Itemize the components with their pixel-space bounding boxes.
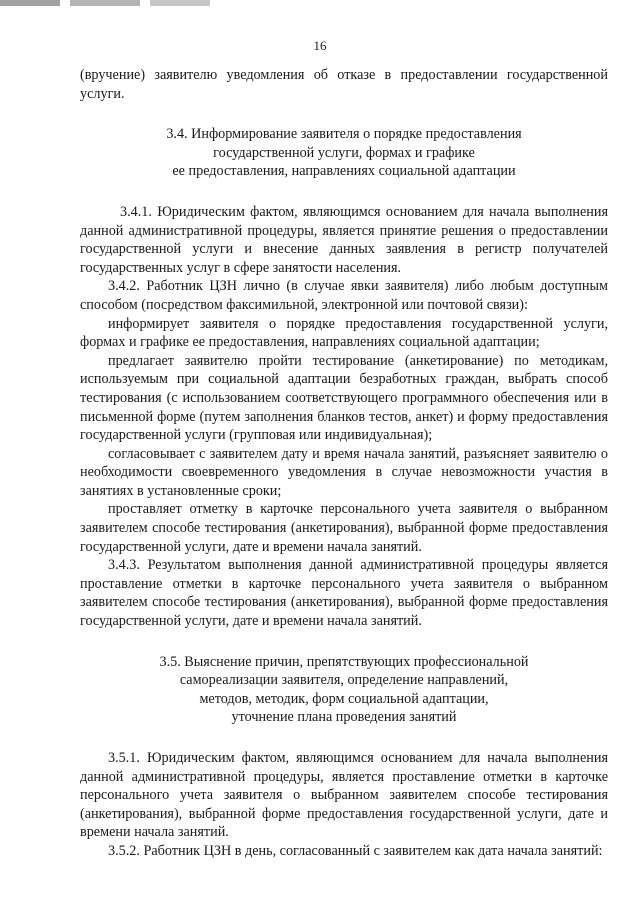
list-item: предлагает заявителю пройти тестирование (анкетирование) по методикам, используемым при социальной адаптации безработных граждан, выбрать способ тестирования (с использованием соответствующего программного обеспечения или в письменной форме (путем заполнения бланков тестов, анкет) и форму предоставления государственной услуги (групповая или индивидуальная); <box>80 352 608 444</box>
scan-edge-artifact <box>0 0 640 6</box>
paragraph-3-4-2: 3.4.2. Работник ЦЗН лично (в случае явки заявителя) либо любым доступным способом (посредством факсимильной, электронной или почтовой связи): <box>80 278 608 313</box>
list-item: информирует заявителя о порядке предоставления государственной услуги, формах и графике ее предоставления, направлениях социальной адаптации; <box>80 315 608 351</box>
heading-line: государственной услуги, формах и графике <box>213 144 475 161</box>
paragraph-3-4-1: 3.4.1. Юридическим фактом, являющимся основанием для начала выполнения данной административной процедуры, является принятие решения о предоставлении государственной услуги и внесение данных заявления в регистр получателей государственных услуг в сфере занятости населения. <box>80 203 608 276</box>
heading-line: 3.4. Информирование заявителя о порядке предоставления <box>166 126 522 143</box>
page-number: 16 <box>313 38 327 53</box>
heading-line: уточнение плана проведения занятий <box>231 709 457 726</box>
heading-line: самореализации заявителя, определение направлений, <box>179 672 509 689</box>
paragraph-3-5-2: 3.5.2. Работник ЦЗН в день, согласованный с заявителем как дата начала занятий: <box>108 842 603 859</box>
list-item: согласовывает с заявителем дату и время начала занятий, разъясняет заявителю о необходимости своевременного уведомления в случае невозможности участия в занятиях в установленные сроки; <box>80 445 608 499</box>
heading-line: 3.5. Выяснение причин, препятствующих профессиональной <box>159 653 529 670</box>
heading-line: методов, методик, форм социальной адаптации, <box>199 690 489 707</box>
section-3-5-heading <box>80 653 608 727</box>
document-body <box>80 66 608 861</box>
section-3-4-heading <box>80 125 608 181</box>
list-item: проставляет отметку в карточке персонального учета заявителя о выбранном заявителем способе тестирования (анкетирования), выбранной форме предоставления государственной услуги, дате и времени начала занятий. <box>80 501 608 555</box>
paragraph-3-4-3: 3.4.3. Результатом выполнения данной административной процедуры является проставление отметки в карточке персонального учета заявителя о выбранном заявителем способе тестирования (анкетирования), выбранной форме предоставления государственной услуги, дате и времени начала занятий. <box>80 557 608 630</box>
continuation-paragraph: (вручение) заявителю уведомления об отказе в предоставлении государственной услуги. <box>80 67 608 102</box>
paragraph-3-5-1: 3.5.1. Юридическим фактом, являющимся основанием для начала выполнения данной административной процедуры, является проставление отметки в карточке персонального учета заявителя о выбранном заявителем способе тестирования (анкетирования), выбранной форме предоставления государственной услуги, дате и времени начала занятий. <box>80 750 608 841</box>
heading-line: ее предоставления, направлениях социальной адаптации <box>172 163 516 180</box>
